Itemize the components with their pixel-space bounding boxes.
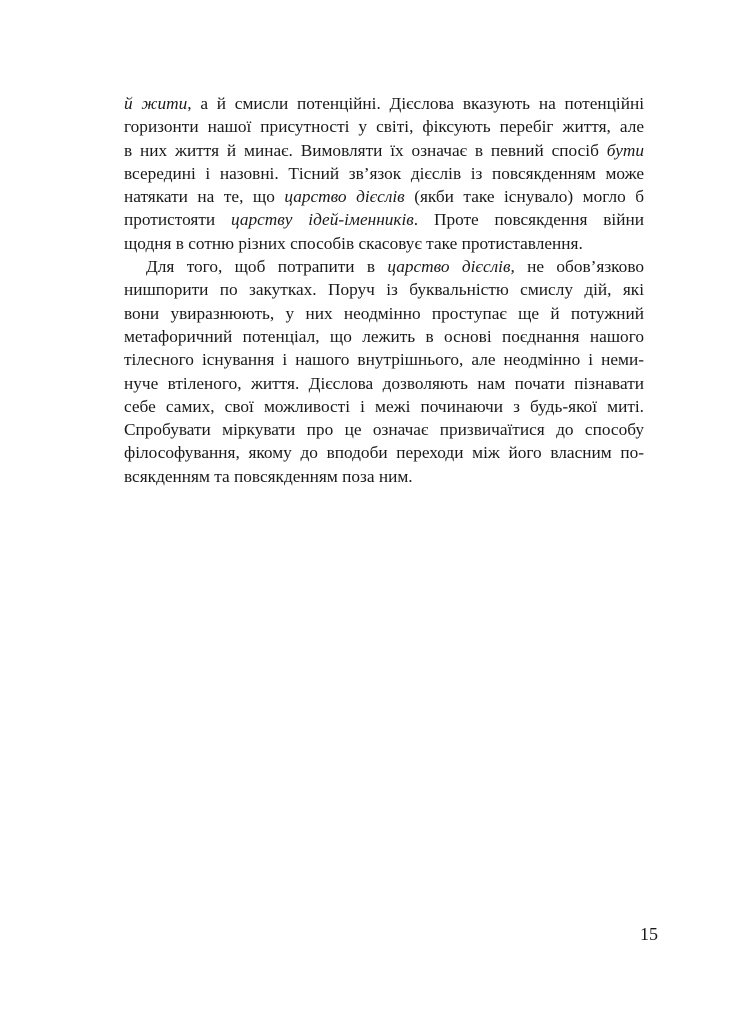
text-line (124, 302, 644, 325)
text-run: філософування, якому до вподоби переходи між його власним по- (124, 443, 644, 463)
text-run: тілесного існування і нашого внутрішнього, але неодмінно і неми- (124, 350, 644, 370)
text-line (124, 208, 644, 231)
text-line (124, 372, 644, 395)
text-line (124, 395, 644, 418)
text-line (124, 92, 644, 115)
text-run: . Проте повсякдення війни (413, 210, 644, 230)
paragraph-1 (124, 92, 644, 255)
text-line (124, 139, 644, 162)
text-run: Для того, щоб потрапити в (146, 257, 388, 277)
text-run: горизонти нашої присутності у світі, фіксують перебіг життя, але (124, 117, 644, 137)
text-run: , а й смисли потенційні. Дієслова вказують на потенційні (187, 94, 644, 113)
text-run: метафоричний потенціал, що лежить в основі поєднання нашого (124, 326, 644, 346)
text-run: всередині і назовні. Тісний зв’язок дієслів із повсякденням може (124, 163, 644, 183)
text-run: в них життя й минає. Вимовляти їх означає в певний спосіб (124, 140, 607, 160)
text-run: (якби таке існувало) могло б (404, 187, 645, 207)
text-line (124, 255, 644, 278)
italic-text: й жити (124, 94, 188, 113)
text-line (124, 418, 644, 441)
text-run: протистояти (124, 210, 231, 230)
italic-text: царство дієслів (284, 187, 405, 207)
text-line (124, 115, 644, 138)
page-number: 15 (640, 924, 658, 944)
text-run: вони увиразнюють, у них неодмінно проступає ще й потужний (124, 303, 644, 323)
text-line (124, 232, 644, 255)
text-line (124, 162, 644, 185)
text-run: себе самих, свої можливості і межі починаючи з будь-якої миті. (124, 396, 644, 416)
text-line (124, 325, 644, 348)
text-line (124, 185, 644, 208)
text-run: нуче втіленого, життя. Дієслова дозволяють нам почати пізнавати (124, 373, 644, 393)
text-run: не обов’язково (514, 257, 644, 277)
text-run: всякденням та повсякденням поза ним. (124, 466, 413, 486)
text-line (124, 348, 644, 371)
text-line (124, 441, 644, 464)
text-run: Спробувати міркувати про це означає призвичаїтися до способу (124, 420, 644, 440)
text-run: щодня в сотню різних способів скасовує таке протиставлення. (124, 233, 583, 253)
italic-text: бути (606, 140, 644, 160)
italic-text: царству ідей-іменників (231, 210, 414, 230)
italic-text: царство дієслів, (387, 257, 515, 277)
text-line (124, 278, 644, 301)
body-text (124, 92, 644, 488)
text-line (124, 465, 644, 488)
text-run: нишпорити по закутках. Поруч із буквальністю смислу дій, які (124, 280, 644, 300)
text-run: натякати на те, що (124, 187, 285, 207)
paragraph-2 (124, 255, 644, 488)
